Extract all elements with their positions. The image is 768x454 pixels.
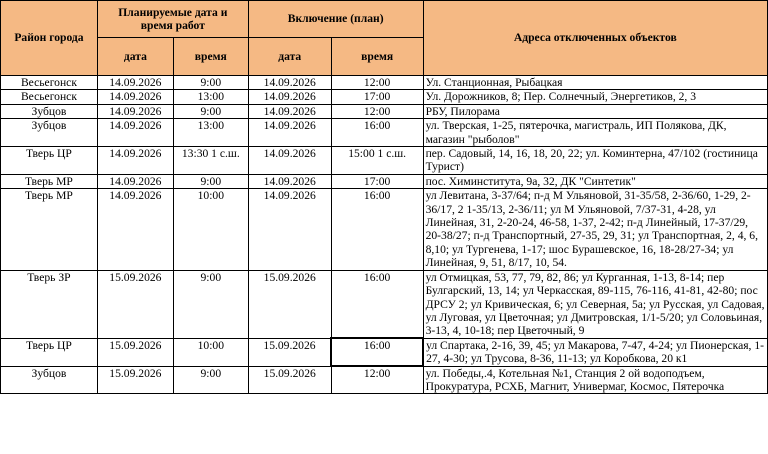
on-date-cell[interactable]: 15.09.2026	[248, 366, 331, 394]
addresses-cell[interactable]: ул. Тверская, 1-25, пятерочка, магистраль, ИП Полякова, ДК, магазин "рыболов"	[423, 119, 767, 147]
date-cell[interactable]: 14.09.2026	[97, 76, 173, 90]
district-cell[interactable]: Тверь ЦР	[1, 147, 98, 175]
time-cell[interactable]: 10:00	[173, 338, 248, 366]
table-row	[1, 270, 768, 338]
addresses-cell[interactable]: ул Левитана, 3-37/64; п-д М Ульяновой, 31-35/58, 2-36/60, 1-29, 2-36/17, 2 1-35/13, 2-36/11; ул М Ульяновой, 7/37-31, 4-28, ул Линейная, 31, 2-20-24, 46-58, 1-37, 2-42; п-д Линейный, 17-37/29, 20-38/27; п-д Транспортный, 27-35, 29, 31; ул Транспортная, 2, 4, 6, 8,10; ул Тургенева, 1-17; шос Бурашевское, 16, 18-28/27-34; ул Линейная, 9, 51, 8/17, 10, 54.	[423, 189, 767, 270]
date-cell[interactable]: 14.09.2026	[97, 174, 173, 188]
on-time-cell[interactable]: 17:00	[331, 90, 423, 104]
addresses-cell[interactable]: пос. Химинститута, 9а, 32, ДК "Синтетик"	[423, 174, 767, 188]
on-time-cell[interactable]: 16:00	[331, 189, 423, 270]
table-row	[1, 76, 768, 90]
on-time-cell[interactable]: 17:00	[331, 174, 423, 188]
on-time-cell-selected[interactable]: 16:00	[331, 338, 423, 366]
header-addresses[interactable]: Адреса отключенных объектов	[423, 1, 767, 76]
header-planned-date[interactable]: дата	[97, 38, 173, 76]
on-time-cell[interactable]: 16:00	[331, 270, 423, 338]
header-district[interactable]: Район города	[1, 1, 98, 76]
date-cell[interactable]: 14.09.2026	[97, 90, 173, 104]
table-row	[1, 338, 768, 366]
date-cell[interactable]: 14.09.2026	[97, 104, 173, 118]
district-cell[interactable]: Тверь ЗР	[1, 270, 98, 338]
table-row	[1, 147, 768, 175]
table-row	[1, 90, 768, 104]
header-switch-on-date[interactable]: дата	[248, 38, 331, 76]
header-switch-on[interactable]: Включение (план)	[248, 1, 423, 38]
date-cell[interactable]: 14.09.2026	[97, 189, 173, 270]
district-cell[interactable]: Зубцов	[1, 366, 98, 394]
time-cell[interactable]: 9:00	[173, 366, 248, 394]
date-cell[interactable]: 15.09.2026	[97, 270, 173, 338]
header-row-top	[1, 1, 768, 38]
header-planned-time[interactable]: время	[173, 38, 248, 76]
time-cell[interactable]: 10:00	[173, 189, 248, 270]
table-row	[1, 366, 768, 394]
on-time-cell[interactable]: 12:00	[331, 366, 423, 394]
on-time-cell[interactable]: 12:00	[331, 104, 423, 118]
time-cell[interactable]: 9:00	[173, 174, 248, 188]
time-cell[interactable]: 9:00	[173, 270, 248, 338]
on-date-cell[interactable]: 14.09.2026	[248, 147, 331, 175]
district-cell[interactable]: Зубцов	[1, 119, 98, 147]
addresses-cell[interactable]: ул Спартака, 2-16, 39, 45; ул Макарова, 7-47, 4-24; ул Пионерская, 1-27, 4-30; ул Трусова, 8-36, 11-13; ул Коробкова, 20 к1	[423, 338, 767, 366]
table-row	[1, 104, 768, 118]
district-cell[interactable]: Весьегонск	[1, 90, 98, 104]
date-cell[interactable]: 14.09.2026	[97, 119, 173, 147]
on-date-cell[interactable]: 14.09.2026	[248, 119, 331, 147]
addresses-cell[interactable]: ул Отмицкая, 53, 77, 79, 82, 86; ул Курганная, 1-13, 8-14; пер Булгарский, 13, 14; ул Черкасская, 89-115, 76-116, 41-81, 42-80; пос ДРСУ 2; ул Кривическая, 6; ул Северная, 5а; ул Русская, ул Садовая, ул Луговая, ул Цветочная; ул Дмитровская, 1/1-5/20; ул Соловьиная, 3-13, 4, 10-18; пер Цветочный, 9	[423, 270, 767, 338]
on-time-cell[interactable]: 16:00	[331, 119, 423, 147]
addresses-cell[interactable]: пер. Садовый, 14, 16, 18, 20, 22; ул. Коминтерна, 47/102 (гостиница Турист)	[423, 147, 767, 175]
on-date-cell[interactable]: 14.09.2026	[248, 76, 331, 90]
header-planned[interactable]: Планируемые дата и время работ	[97, 1, 248, 38]
addresses-cell[interactable]: Ул. Дорожников, 8; Пер. Солнечный, Энергетиков, 2, 3	[423, 90, 767, 104]
district-cell[interactable]: Весьегонск	[1, 76, 98, 90]
district-cell[interactable]: Тверь МР	[1, 189, 98, 270]
time-cell[interactable]: 13:30 1 с.ш.	[173, 147, 248, 175]
on-date-cell[interactable]: 14.09.2026	[248, 90, 331, 104]
district-cell[interactable]: Тверь ЦР	[1, 338, 98, 366]
on-date-cell[interactable]: 14.09.2026	[248, 189, 331, 270]
on-date-cell[interactable]: 15.09.2026	[248, 270, 331, 338]
on-time-cell[interactable]: 12:00	[331, 76, 423, 90]
addresses-cell[interactable]: Ул. Станционная, Рыбацкая	[423, 76, 767, 90]
time-cell[interactable]: 13:00	[173, 119, 248, 147]
district-cell[interactable]: Тверь МР	[1, 174, 98, 188]
table-row	[1, 119, 768, 147]
date-cell[interactable]: 15.09.2026	[97, 338, 173, 366]
time-cell[interactable]: 9:00	[173, 104, 248, 118]
time-cell[interactable]: 9:00	[173, 76, 248, 90]
date-cell[interactable]: 15.09.2026	[97, 366, 173, 394]
addresses-cell[interactable]: ул. Победы,.4, Котельная №1, Станция 2 ой водоподъем, Прокуратура, РСХБ, Магнит, Универмаг, Космос, Пятерочка	[423, 366, 767, 394]
time-cell[interactable]: 13:00	[173, 90, 248, 104]
on-time-cell[interactable]: 15:00 1 с.ш.	[331, 147, 423, 175]
table-row	[1, 174, 768, 188]
on-date-cell[interactable]: 14.09.2026	[248, 174, 331, 188]
district-cell[interactable]: Зубцов	[1, 104, 98, 118]
date-cell[interactable]: 14.09.2026	[97, 147, 173, 175]
header-switch-on-time[interactable]: время	[331, 38, 423, 76]
on-date-cell[interactable]: 14.09.2026	[248, 104, 331, 118]
on-date-cell[interactable]: 15.09.2026	[248, 338, 331, 366]
addresses-cell[interactable]: РБУ, Пилорама	[423, 104, 767, 118]
table-row	[1, 189, 768, 270]
